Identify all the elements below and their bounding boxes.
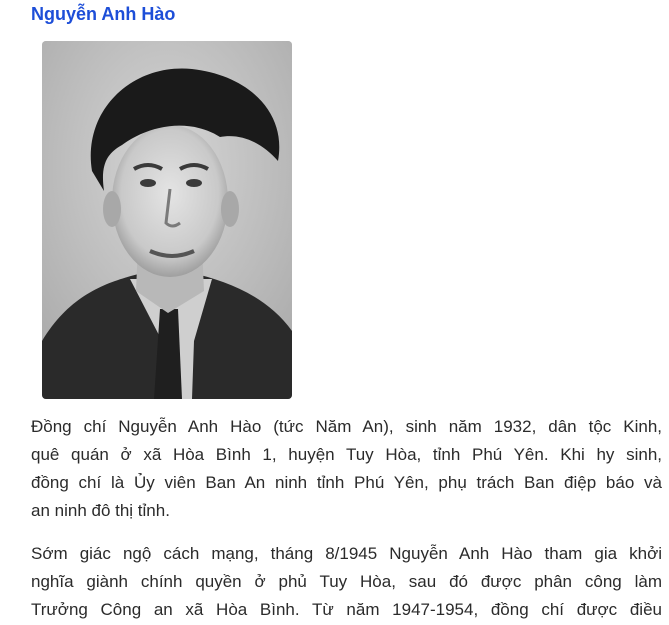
paragraph-line: Trưởng Công an xã Hòa Bình. Từ năm 1947-1954, đồng chí được điều: [31, 600, 662, 619]
article-paragraph-2: [31, 540, 662, 624]
paragraph-line: nghĩa giành chính quyền ở phủ Tuy Hòa, sau đó được phân công làm: [31, 572, 662, 591]
portrait-photo-icon: [42, 41, 292, 399]
paragraph-line: quê quán ở xã Hòa Bình 1, huyện Tuy Hòa, tỉnh Phú Yên. Khi hy sinh,: [31, 445, 662, 464]
article-paragraph-1: [31, 413, 662, 525]
paragraph-line: Sớm giác ngộ cách mạng, tháng 8/1945 Nguyễn Anh Hào tham gia khởi: [31, 544, 662, 563]
paragraph-line: Đồng chí Nguyễn Anh Hào (tức Năm An), sinh năm 1932, dân tộc Kinh,: [31, 417, 662, 436]
paragraph-line: an ninh đô thị tỉnh.: [31, 501, 170, 520]
portrait-photo: [42, 41, 292, 399]
article-title: Nguyễn Anh Hào: [31, 4, 176, 24]
paragraph-line: đồng chí là Ủy viên Ban An ninh tỉnh Phú Yên, phụ trách Ban điệp báo và: [31, 473, 662, 492]
